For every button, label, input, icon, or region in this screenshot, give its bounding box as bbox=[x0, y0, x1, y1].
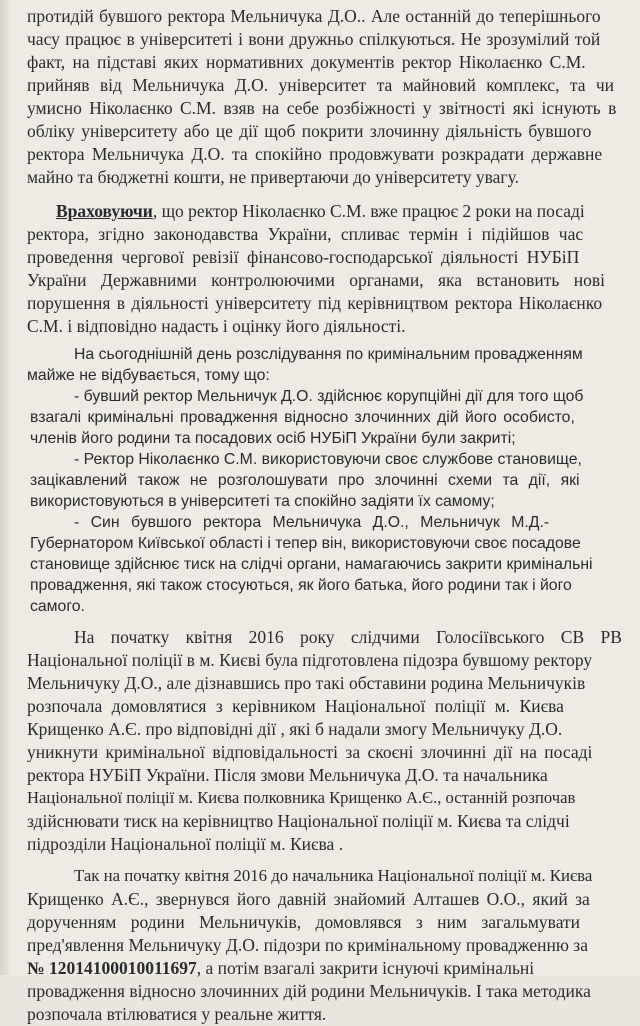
text-line: часу працює в університеті і вони дружньо спілкуються. Не зрозумілий той bbox=[27, 29, 601, 49]
text-line: умисно Ніколаєнко С.М. взяв на себе розбіжності у звітності які існують в bbox=[27, 98, 617, 118]
text-line: розпочала втілюватися у реальне життя. bbox=[27, 1004, 327, 1024]
text-line: Мельничуку Д.О., але дізнавшись про такі обставини родина Мельничуків bbox=[27, 673, 586, 693]
text-line: підрозділи Національної поліції м. Києва . bbox=[27, 834, 344, 854]
bullet-line: зацікавлений також не розголошувати про злочинні схеми та дії, які bbox=[30, 472, 580, 489]
text-line: порушення в діяльності університету під керівництвом ректора Ніколаєнко bbox=[27, 293, 603, 313]
bullet-line: взагалі кримінальні провадження відносно злочинних дій його особисто, bbox=[30, 409, 575, 426]
bullet-line: провадження, які також стосуються, як його батька, його родини так і його bbox=[30, 577, 572, 594]
text-line-with-lead bbox=[0, 201, 640, 223]
bullet-line: Губернатором Київської області і тепер він, використовуючи своє посадове bbox=[30, 535, 581, 552]
case-number: № 12014100010011697 bbox=[27, 958, 197, 978]
text-line: Національної поліції в м. Києві була підготовлена підозра бувшому ректору bbox=[27, 650, 593, 670]
text-line: уникнути кримінальної відповідальності за скоєні злочинні дії на посаді bbox=[27, 742, 593, 762]
text-line: Крищенко А.Є., звернувся його давній знайомий Алташев О.О., який за bbox=[27, 889, 590, 909]
bullet-line: - Ректор Ніколаєнко С.М. використовуючи своє службове становище, bbox=[74, 451, 582, 468]
emphasized-lead-word: Враховуючи bbox=[56, 201, 153, 221]
text-line: факт, на підставі яких нормативних документів ректор Ніколаєнко С.М. bbox=[27, 52, 586, 72]
text-line: обліку університету або це дії щоб покрити злочинну діяльність бувшого bbox=[27, 121, 592, 141]
text-line: прийняв від Мельничука Д.О. університет та майновий комплекс, та чи bbox=[27, 75, 614, 95]
text-line: майно та бюджетні кошти, не привертаючи до університету увагу. bbox=[27, 167, 519, 187]
text-line: Крищенко А.Є. про відповідні дії , які б надали змогу Мельничуку Д.О. bbox=[27, 719, 563, 739]
bullet-line: самого. bbox=[30, 598, 85, 615]
text-line: На сьогоднішній день розслідування по кримінальним провадженням bbox=[74, 346, 583, 363]
text-line-rest: , а потім взагалі закрити існуючі кримінальні bbox=[196, 958, 535, 978]
text-line: проведення чергової ревізії фінансово-господарської діяльності НУБіП bbox=[27, 247, 580, 267]
text-line: пред'явлення Мельничуку Д.О. підозри по кримінальному провадженню за bbox=[27, 935, 588, 955]
text-line: України Державними контролюючими органами, яка встановить нові bbox=[27, 270, 605, 290]
bullet-line: - Син бувшого ректора Мельничука Д.О., Мельничук М.Д.- bbox=[74, 514, 550, 531]
bullet-line: становище здійснює тиск на слідчі органи, намагаючись закрити кримінальні bbox=[30, 556, 593, 573]
text-line: майже не відбувається, тому що: bbox=[27, 367, 270, 384]
text-line: протидій бувшого ректора Мельничука Д.О.. Але останній до теперішнього bbox=[27, 6, 601, 26]
bullet-line: використовуються в університеті та спокійно задіяти їх самому; bbox=[30, 493, 495, 510]
text-line: здійснювати тиск на керівництво Національної поліції м. Києва та слідчі bbox=[27, 811, 570, 831]
bullet-line: членів його родини та посадових осіб НУБіП України були закриті; bbox=[30, 430, 516, 447]
text-line: розпочала домовлятися з керівником Національної поліції м. Києва bbox=[27, 696, 564, 716]
text-line-rest: , що ректор Ніколаєнко С.М. вже працює 2 роки на посаді bbox=[152, 201, 585, 221]
text-line: На початку квітня 2016 року слідчими Голосіївського СВ РВ bbox=[74, 627, 622, 647]
text-line-with-case-number bbox=[0, 958, 640, 980]
text-line: С.М. і відповідно надасть і оцінку його діяльності. bbox=[27, 316, 406, 336]
text-line: провадження відносно злочинних дій родини Мельничуків. І така методика bbox=[27, 981, 591, 1001]
text-line: дорученням родини Мельничуків, домовлявся з ним загальмувати bbox=[27, 912, 581, 932]
text-line: Національної поліції м. Києва полковника Крищенко А.Є., останній розпочав bbox=[27, 788, 576, 807]
bullet-line: - бувший ректор Мельничук Д.О. здійснює корупційні дії для того щоб bbox=[74, 388, 584, 405]
text-line: ректора, згідно законодавства України, спливає термін і підійшов час bbox=[27, 224, 584, 244]
text-line: ректора Мельничука Д.О. та спокійно продовжувати розкрадати державне bbox=[27, 144, 603, 164]
text-line: ректора НУБіП України. Після змови Мельничука Д.О. та начальника bbox=[27, 765, 548, 785]
text-line: Так на початку квітня 2016 до начальника Національної поліції м. Києва bbox=[74, 866, 593, 885]
